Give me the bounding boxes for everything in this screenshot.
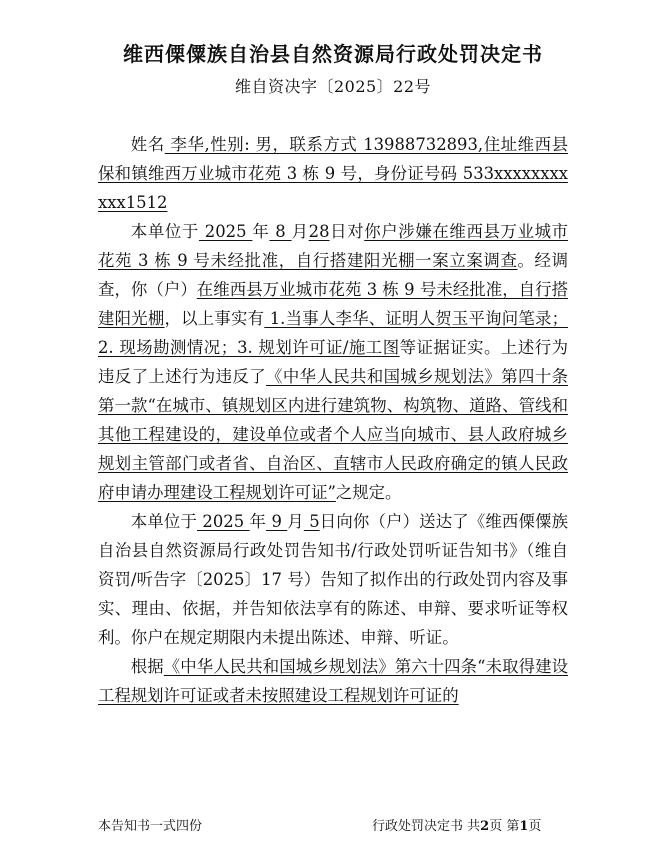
investigation-finding: 在维西县万业城市花苑 3 栋 9 号未经批准，自行搭建阳光棚 <box>98 280 569 328</box>
pager-text: 页 <box>528 819 542 834</box>
text-fragment: 本单位于 <box>130 512 198 531</box>
text-fragment: ，以上事实有 <box>164 309 265 328</box>
notice-year: 2025 <box>197 512 250 531</box>
text-fragment: 之规定。 <box>335 483 402 502</box>
document-body <box>98 130 568 710</box>
notice-month: 9 <box>266 512 288 531</box>
text-fragment: 。经调查，你（户） <box>98 251 568 299</box>
text-fragment: 根据 <box>130 657 164 676</box>
total-pages: 2 <box>480 819 490 834</box>
case-facts-paragraph <box>98 217 568 507</box>
pager-text: 行政处罚决定书 共 <box>372 819 481 834</box>
page-counter <box>372 815 541 834</box>
case-month: 8 <box>269 222 292 241</box>
case-year: 2025 <box>198 222 253 241</box>
party-info-paragraph <box>98 130 568 217</box>
document-title: 维西傈僳族自治县自然资源局行政处罚决定书 <box>123 42 543 66</box>
copies-note: 本告知书一式四份 <box>98 819 203 834</box>
text-fragment: 月 <box>287 512 304 531</box>
case-day: 28 <box>308 222 330 241</box>
text-fragment: 年 <box>249 512 267 531</box>
document-number: 维自资决字〔2025〕22号 <box>234 77 432 96</box>
pager-text: 页 第 <box>489 819 520 834</box>
text-fragment: 本单位于 <box>130 222 199 241</box>
legal-basis-paragraph <box>98 652 568 710</box>
text-fragment: 月 <box>291 222 309 241</box>
text-fragment: 年 <box>252 222 270 241</box>
notice-served-paragraph <box>98 507 568 652</box>
current-page: 1 <box>519 819 529 834</box>
name-label: 姓名 <box>130 135 165 154</box>
text-fragment: 日向你（户）送达了《维西傈僳族自治县自然资源局行政处罚告知书/行政处罚听证告知书》（维自资罚/听告字〔2025〕17 号）告知了拟作出的行政处罚内容及事实、理由、依据，并告知依法享有的陈述、申辩、要求听证等权利。你户在规定期限内未提出陈述、申辩、听证。 <box>98 512 568 647</box>
penalty-law-text: 《中华人民共和国城乡规划法》第六十四条“未取得建设工程规划许可证或者未按照建设工程规划许可证的 <box>98 657 569 705</box>
case-description: 你户涉嫌在维西县万业城市花苑 3 栋 9 号未经批准，自行搭建阳光棚一案立案调查 <box>98 222 569 270</box>
violated-law-text: 《中华人民共和国城乡规划法》第四十条第一款“在城市、镇规划区内进行建筑物、构筑物、道路、管线和其他工程建设的，建设单位或者个人应当向城市、县人政府城乡规划主管部门或者省、自治区、直辖市人民政府确定的镇人民政府申请办理建设工程规划许可证” <box>98 367 569 502</box>
evidence-list: 1.当事人李华、证明人贺玉平询问笔录；2. 现场勘测情况；3. 规划许可证/施工图 <box>98 309 569 357</box>
notice-day: 5 <box>303 512 320 531</box>
text-fragment: 等证据证实。上述行为违反了上述行为违反了 <box>98 338 569 386</box>
party-info: 李华,性别: 男，联系方式 13988732893,住址维西县保和镇维西万业城市花苑 3 栋 9 号，身份证号码 533xxxxxxxxxxx1512 <box>98 135 568 212</box>
text-fragment: 日对 <box>329 222 365 241</box>
